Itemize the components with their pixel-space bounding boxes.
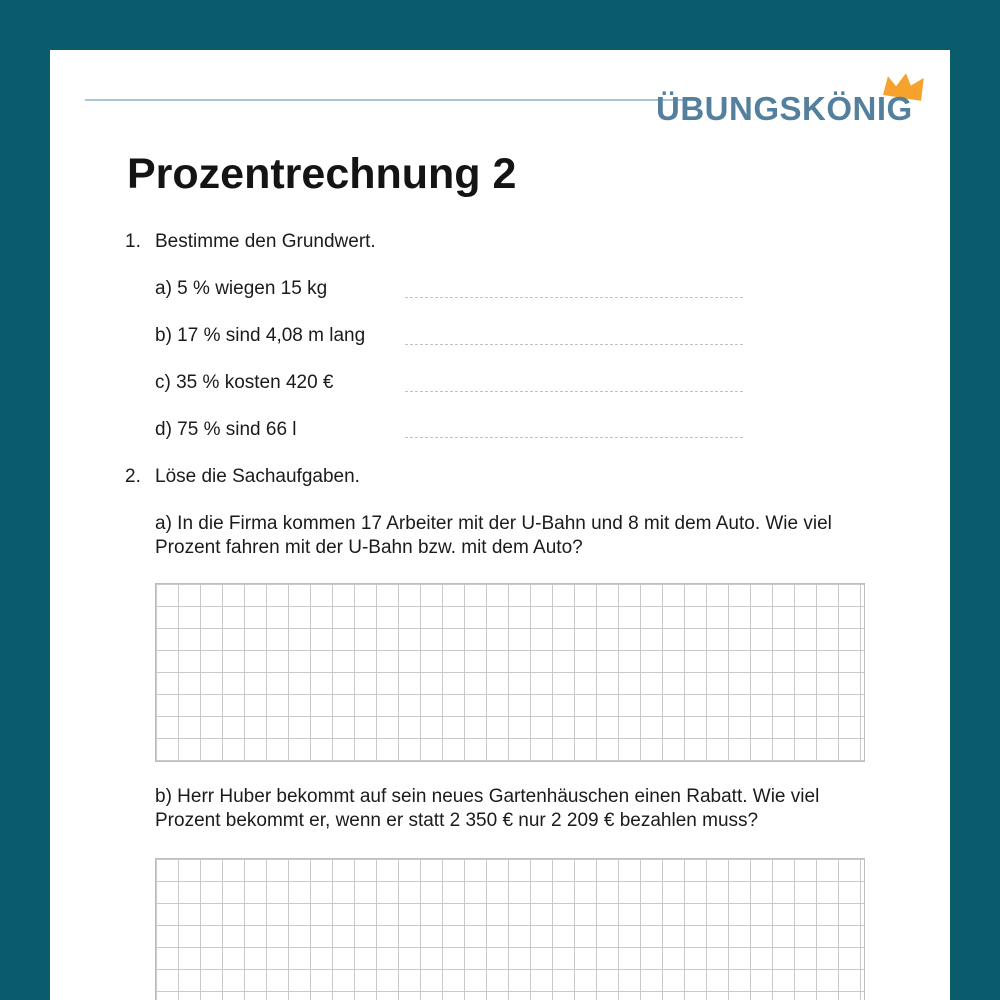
answer-line-1b xyxy=(405,343,743,345)
logo-text: ÜBUNGSKÖNIG xyxy=(656,90,913,127)
exercise-2-part-b xyxy=(155,785,875,833)
exercise-1-part-b: b) 17 % sind 4,08 m lang xyxy=(155,325,366,346)
exercise-2-part-a-line-1: a) In die Firma kommen 17 Arbeiter mit der U-Bahn und 8 mit dem Auto. Wie viel xyxy=(155,513,832,534)
exercise-1-part-c: c) 35 % kosten 420 € xyxy=(155,372,334,393)
answer-line-1d xyxy=(405,436,743,438)
answer-line-1a xyxy=(405,296,743,298)
worksheet-page xyxy=(50,50,950,1000)
exercise-2-number: 2. xyxy=(125,466,141,487)
exercise-2-heading xyxy=(125,466,360,488)
exercise-1-instruction: Bestimme den Grundwert. xyxy=(155,231,376,252)
exercise-2-part-b-line-1: b) Herr Huber bekommt auf sein neues Gartenhäuschen einen Rabatt. Wie viel xyxy=(155,786,820,807)
header-divider xyxy=(85,99,695,101)
exercise-2-instruction: Löse die Sachaufgaben. xyxy=(155,466,360,487)
exercise-2-part-a xyxy=(155,512,875,560)
working-grid-2 xyxy=(155,858,865,1000)
exercise-2-part-a-line-2: Prozent fahren mit der U-Bahn bzw. mit dem Auto? xyxy=(155,537,583,558)
exercise-1-part-a: a) 5 % wiegen 15 kg xyxy=(155,278,328,299)
exercise-2-part-b-line-2: Prozent bekommt er, wenn er statt 2 350 € nur 2 209 € bezahlen muss? xyxy=(155,810,759,831)
exercise-1-heading xyxy=(125,231,376,253)
exercise-1-number: 1. xyxy=(125,231,141,252)
working-grid-1 xyxy=(155,583,865,762)
exercise-1-part-d: d) 75 % sind 66 l xyxy=(155,419,297,440)
answer-line-1c xyxy=(405,390,743,392)
page-title: Prozentrechnung 2 xyxy=(127,150,517,198)
